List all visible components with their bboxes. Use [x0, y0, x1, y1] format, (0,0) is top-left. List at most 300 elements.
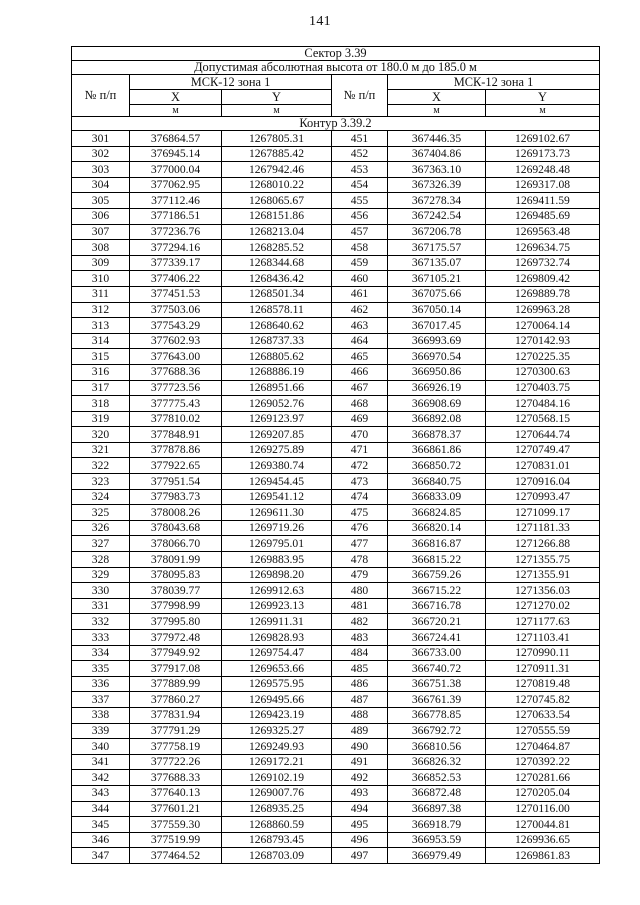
- point-number-right: 466: [332, 364, 388, 380]
- x-coordinate-right: 367175.57: [388, 240, 486, 256]
- x-header-left: X: [130, 90, 222, 105]
- point-number-right: 472: [332, 458, 388, 474]
- point-number-left: 313: [72, 318, 130, 334]
- table-row: [72, 536, 600, 552]
- point-number-right: 495: [332, 817, 388, 833]
- x-coordinate-right: 366970.54: [388, 349, 486, 365]
- point-number-left: 325: [72, 505, 130, 521]
- x-coordinate-right: 366840.75: [388, 474, 486, 490]
- point-number-left: 314: [72, 333, 130, 349]
- table-row: [72, 598, 600, 614]
- point-number-right: 494: [332, 801, 388, 817]
- y-coordinate-right: 1269809.42: [486, 271, 600, 287]
- x-coordinate-right: 366918.79: [388, 817, 486, 833]
- y-coordinate-left: 1268065.67: [222, 193, 332, 209]
- point-number-left: 334: [72, 645, 130, 661]
- y-coordinate-right: 1270142.93: [486, 333, 600, 349]
- y-coordinate-right: 1270911.31: [486, 661, 600, 677]
- point-number-left: 322: [72, 458, 130, 474]
- y-coordinate-right: 1270464.87: [486, 739, 600, 755]
- x-coordinate-left: 377294.16: [130, 240, 222, 256]
- point-number-right: 459: [332, 255, 388, 271]
- x-coordinate-left: 377640.13: [130, 785, 222, 801]
- point-number-left: 312: [72, 302, 130, 318]
- x-coordinate-right: 366720.21: [388, 614, 486, 630]
- x-coordinate-left: 377519.99: [130, 832, 222, 848]
- y-coordinate-left: 1268793.45: [222, 832, 332, 848]
- y-coordinate-right: 1270225.35: [486, 349, 600, 365]
- x-coordinate-right: 366850.72: [388, 458, 486, 474]
- x-unit-right: м: [388, 105, 486, 117]
- point-number-left: 301: [72, 131, 130, 147]
- x-coordinate-right: 366792.72: [388, 723, 486, 739]
- table-row: [72, 131, 600, 147]
- zone-header-right: МСК-12 зона 1: [388, 75, 600, 90]
- point-number-right: 471: [332, 442, 388, 458]
- y-coordinate-left: 1268213.04: [222, 224, 332, 240]
- x-coordinate-right: 366751.38: [388, 676, 486, 692]
- y-coordinate-left: 1268010.22: [222, 177, 332, 193]
- x-coordinate-right: 367050.14: [388, 302, 486, 318]
- x-coordinate-right: 366993.69: [388, 333, 486, 349]
- table-row: [72, 318, 600, 334]
- y-coordinate-right: 1269485.69: [486, 208, 600, 224]
- x-coordinate-left: 377775.43: [130, 396, 222, 412]
- table-row: [72, 442, 600, 458]
- x-coordinate-right: 366815.22: [388, 552, 486, 568]
- x-coordinate-left: 377831.94: [130, 707, 222, 723]
- x-coordinate-right: 366740.72: [388, 661, 486, 677]
- y-coordinate-right: 1271177.63: [486, 614, 600, 630]
- y-coordinate-left: 1269795.01: [222, 536, 332, 552]
- sector-title: Сектор 3.39: [72, 47, 600, 61]
- x-coordinate-left: 377917.08: [130, 661, 222, 677]
- x-coordinate-left: 377602.93: [130, 333, 222, 349]
- point-number-left: 336: [72, 676, 130, 692]
- y-coordinate-left: 1269653.66: [222, 661, 332, 677]
- table-row: [72, 707, 600, 723]
- x-coordinate-left: 377601.21: [130, 801, 222, 817]
- point-number-left: 310: [72, 271, 130, 287]
- y-coordinate-left: 1269423.19: [222, 707, 332, 723]
- table-row: [72, 583, 600, 599]
- table-row: [72, 785, 600, 801]
- table-row: [72, 723, 600, 739]
- table-row: [72, 240, 600, 256]
- coordinates-table: [71, 46, 600, 864]
- x-coordinate-left: 377543.29: [130, 318, 222, 334]
- y-coordinate-left: 1269911.31: [222, 614, 332, 630]
- y-coordinate-left: 1269249.93: [222, 739, 332, 755]
- page-number: 141: [309, 14, 331, 29]
- table-row: [72, 458, 600, 474]
- point-number-right: 460: [332, 271, 388, 287]
- y-coordinate-right: 1270392.22: [486, 754, 600, 770]
- point-number-left: 330: [72, 583, 130, 599]
- point-number-left: 303: [72, 162, 130, 178]
- x-coordinate-left: 377949.92: [130, 645, 222, 661]
- x-coordinate-left: 378039.77: [130, 583, 222, 599]
- x-coordinate-left: 377758.19: [130, 739, 222, 755]
- point-number-left: 304: [72, 177, 130, 193]
- x-coordinate-left: 377722.26: [130, 754, 222, 770]
- point-number-right: 476: [332, 520, 388, 536]
- x-header-right: X: [388, 90, 486, 105]
- point-number-right: 452: [332, 146, 388, 162]
- x-coordinate-right: 366833.09: [388, 489, 486, 505]
- point-number-right: 491: [332, 754, 388, 770]
- point-number-right: 487: [332, 692, 388, 708]
- y-coordinate-right: 1270745.82: [486, 692, 600, 708]
- y-coordinate-right: 1269248.48: [486, 162, 600, 178]
- x-coordinate-right: 366953.59: [388, 832, 486, 848]
- table-row: [72, 162, 600, 178]
- y-coordinate-left: 1268860.59: [222, 817, 332, 833]
- y-coordinate-left: 1269719.26: [222, 520, 332, 536]
- y-coordinate-left: 1268578.11: [222, 302, 332, 318]
- table-row: [72, 848, 600, 864]
- x-coordinate-left: 377643.00: [130, 349, 222, 365]
- table-row: [72, 505, 600, 521]
- table-row: [72, 224, 600, 240]
- y-coordinate-right: 1270555.59: [486, 723, 600, 739]
- point-number-right: 469: [332, 411, 388, 427]
- x-coordinate-left: 376945.14: [130, 146, 222, 162]
- point-number-left: 338: [72, 707, 130, 723]
- y-coordinate-right: 1269732.74: [486, 255, 600, 271]
- y-coordinate-left: 1267805.31: [222, 131, 332, 147]
- x-coordinate-left: 377406.22: [130, 271, 222, 287]
- table-row: [72, 552, 600, 568]
- point-number-left: 323: [72, 474, 130, 490]
- point-number-right: 456: [332, 208, 388, 224]
- point-number-left: 311: [72, 286, 130, 302]
- x-coordinate-right: 366824.85: [388, 505, 486, 521]
- y-coordinate-right: 1270116.00: [486, 801, 600, 817]
- point-number-left: 305: [72, 193, 130, 209]
- y-coordinate-right: 1271356.03: [486, 583, 600, 599]
- point-number-left: 337: [72, 692, 130, 708]
- y-header-left: Y: [222, 90, 332, 105]
- x-coordinate-left: 378095.83: [130, 567, 222, 583]
- point-number-left: 344: [72, 801, 130, 817]
- x-coordinate-left: 377972.48: [130, 630, 222, 646]
- table-row: [72, 817, 600, 833]
- y-coordinate-right: 1269861.83: [486, 848, 600, 864]
- point-number-left: 327: [72, 536, 130, 552]
- x-coordinate-right: 367075.66: [388, 286, 486, 302]
- point-number-right: 497: [332, 848, 388, 864]
- x-coordinate-right: 367363.10: [388, 162, 486, 178]
- table-row: [72, 770, 600, 786]
- point-number-right: 493: [332, 785, 388, 801]
- x-coordinate-left: 377878.86: [130, 442, 222, 458]
- y-coordinate-right: 1270044.81: [486, 817, 600, 833]
- x-coordinate-left: 377983.73: [130, 489, 222, 505]
- table-row: [72, 286, 600, 302]
- point-number-right: 475: [332, 505, 388, 521]
- x-coordinate-right: 367278.34: [388, 193, 486, 209]
- y-coordinate-right: 1271099.17: [486, 505, 600, 521]
- y-coordinate-left: 1268951.66: [222, 380, 332, 396]
- coordinates-table-body: [72, 47, 600, 864]
- x-coordinate-left: 378008.26: [130, 505, 222, 521]
- y-coordinate-left: 1269454.45: [222, 474, 332, 490]
- x-coordinate-left: 377998.99: [130, 598, 222, 614]
- point-number-right: 458: [332, 240, 388, 256]
- x-coordinate-right: 366897.38: [388, 801, 486, 817]
- x-coordinate-right: 366778.85: [388, 707, 486, 723]
- row-number-header-right: № п/п: [332, 75, 388, 117]
- y-unit-right: м: [486, 105, 600, 117]
- y-coordinate-left: 1269172.21: [222, 754, 332, 770]
- x-coordinate-left: 377186.51: [130, 208, 222, 224]
- x-coordinate-left: 376864.57: [130, 131, 222, 147]
- x-coordinate-left: 377503.06: [130, 302, 222, 318]
- table-row: [72, 193, 600, 209]
- table-row: [72, 349, 600, 365]
- x-coordinate-left: 377995.80: [130, 614, 222, 630]
- point-number-left: 307: [72, 224, 130, 240]
- x-coordinate-right: 366979.49: [388, 848, 486, 864]
- x-coordinate-right: 366724.41: [388, 630, 486, 646]
- point-number-right: 474: [332, 489, 388, 505]
- point-number-left: 340: [72, 739, 130, 755]
- x-coordinate-right: 366733.00: [388, 645, 486, 661]
- y-coordinate-left: 1269325.27: [222, 723, 332, 739]
- x-coordinate-right: 367135.07: [388, 255, 486, 271]
- y-coordinate-right: 1271266.88: [486, 536, 600, 552]
- x-coordinate-left: 378091.99: [130, 552, 222, 568]
- row-number-header-left: № п/п: [72, 75, 130, 117]
- x-coordinate-right: 367404.86: [388, 146, 486, 162]
- point-number-left: 333: [72, 630, 130, 646]
- point-number-right: 481: [332, 598, 388, 614]
- y-coordinate-right: 1270484.16: [486, 396, 600, 412]
- y-coordinate-left: 1268886.19: [222, 364, 332, 380]
- point-number-right: 489: [332, 723, 388, 739]
- y-coordinate-left: 1268935.25: [222, 801, 332, 817]
- x-coordinate-left: 378043.68: [130, 520, 222, 536]
- y-coordinate-right: 1269173.73: [486, 146, 600, 162]
- x-unit-left: м: [130, 105, 222, 117]
- x-coordinate-right: 366861.86: [388, 442, 486, 458]
- point-number-right: 485: [332, 661, 388, 677]
- point-number-right: 483: [332, 630, 388, 646]
- x-coordinate-left: 377236.76: [130, 224, 222, 240]
- y-coordinate-left: 1269380.74: [222, 458, 332, 474]
- table-row: [72, 380, 600, 396]
- x-coordinate-right: 367105.21: [388, 271, 486, 287]
- y-coordinate-right: 1270993.47: [486, 489, 600, 505]
- table-row: [72, 364, 600, 380]
- y-coordinate-left: 1269275.89: [222, 442, 332, 458]
- table-row: [72, 801, 600, 817]
- point-number-left: 302: [72, 146, 130, 162]
- point-number-right: 468: [332, 396, 388, 412]
- point-number-left: 329: [72, 567, 130, 583]
- x-coordinate-right: 367446.35: [388, 131, 486, 147]
- point-number-right: 464: [332, 333, 388, 349]
- y-coordinate-left: 1269541.12: [222, 489, 332, 505]
- point-number-left: 346: [72, 832, 130, 848]
- table-row: [72, 146, 600, 162]
- y-coordinate-left: 1268285.52: [222, 240, 332, 256]
- table-row: [72, 333, 600, 349]
- point-number-right: 461: [332, 286, 388, 302]
- point-number-right: 465: [332, 349, 388, 365]
- y-coordinate-left: 1268151.86: [222, 208, 332, 224]
- x-coordinate-left: 377339.17: [130, 255, 222, 271]
- y-unit-left: м: [222, 105, 332, 117]
- y-coordinate-right: 1269563.48: [486, 224, 600, 240]
- point-number-left: 332: [72, 614, 130, 630]
- y-coordinate-left: 1269898.20: [222, 567, 332, 583]
- y-coordinate-left: 1269123.97: [222, 411, 332, 427]
- x-coordinate-right: 366826.32: [388, 754, 486, 770]
- y-coordinate-left: 1267942.46: [222, 162, 332, 178]
- point-number-right: 473: [332, 474, 388, 490]
- table-row: [72, 676, 600, 692]
- y-coordinate-left: 1268501.34: [222, 286, 332, 302]
- x-coordinate-left: 377000.04: [130, 162, 222, 178]
- y-coordinate-left: 1267885.42: [222, 146, 332, 162]
- y-coordinate-left: 1269102.19: [222, 770, 332, 786]
- y-coordinate-left: 1269754.47: [222, 645, 332, 661]
- y-coordinate-right: 1269963.28: [486, 302, 600, 318]
- table-row: [72, 754, 600, 770]
- x-coordinate-right: 367017.45: [388, 318, 486, 334]
- x-coordinate-right: 367206.78: [388, 224, 486, 240]
- point-number-left: 320: [72, 427, 130, 443]
- point-number-left: 345: [72, 817, 130, 833]
- table-row: [72, 271, 600, 287]
- point-number-left: 318: [72, 396, 130, 412]
- x-coordinate-right: 366926.19: [388, 380, 486, 396]
- x-coordinate-left: 377112.46: [130, 193, 222, 209]
- table-row: [72, 832, 600, 848]
- y-coordinate-right: 1269411.59: [486, 193, 600, 209]
- point-number-left: 316: [72, 364, 130, 380]
- y-coordinate-right: 1270568.15: [486, 411, 600, 427]
- x-coordinate-right: 367242.54: [388, 208, 486, 224]
- point-number-right: 477: [332, 536, 388, 552]
- x-coordinate-left: 377922.65: [130, 458, 222, 474]
- point-number-right: 496: [332, 832, 388, 848]
- point-number-left: 321: [72, 442, 130, 458]
- x-coordinate-left: 377688.36: [130, 364, 222, 380]
- point-number-right: 480: [332, 583, 388, 599]
- x-coordinate-right: 366852.53: [388, 770, 486, 786]
- y-coordinate-right: 1271355.91: [486, 567, 600, 583]
- table-row: [72, 396, 600, 412]
- point-number-right: 486: [332, 676, 388, 692]
- x-coordinate-right: 366716.78: [388, 598, 486, 614]
- table-row: [72, 645, 600, 661]
- y-coordinate-left: 1269575.95: [222, 676, 332, 692]
- x-coordinate-right: 366761.39: [388, 692, 486, 708]
- point-number-right: 490: [332, 739, 388, 755]
- table-row: [72, 661, 600, 677]
- x-coordinate-right: 366810.56: [388, 739, 486, 755]
- point-number-right: 482: [332, 614, 388, 630]
- point-number-right: 453: [332, 162, 388, 178]
- zone-header-left: МСК-12 зона 1: [130, 75, 332, 90]
- table-row: [72, 489, 600, 505]
- table-row: [72, 630, 600, 646]
- x-coordinate-left: 377062.95: [130, 177, 222, 193]
- y-coordinate-right: 1269889.78: [486, 286, 600, 302]
- y-coordinate-right: 1270916.04: [486, 474, 600, 490]
- y-coordinate-left: 1269611.30: [222, 505, 332, 521]
- point-number-right: 455: [332, 193, 388, 209]
- y-coordinate-right: 1271270.02: [486, 598, 600, 614]
- x-coordinate-right: 366892.08: [388, 411, 486, 427]
- y-coordinate-right: 1270300.63: [486, 364, 600, 380]
- table-row: [72, 255, 600, 271]
- y-coordinate-right: 1270831.01: [486, 458, 600, 474]
- table-row: [72, 411, 600, 427]
- height-range-label: Допустимая абсолютная высота от 180.0 м до 185.0 м: [72, 61, 600, 75]
- point-number-left: 308: [72, 240, 130, 256]
- y-coordinate-right: 1270990.11: [486, 645, 600, 661]
- point-number-left: 306: [72, 208, 130, 224]
- x-coordinate-right: 366908.69: [388, 396, 486, 412]
- x-coordinate-right: 366715.22: [388, 583, 486, 599]
- y-coordinate-right: 1270281.66: [486, 770, 600, 786]
- x-coordinate-left: 377889.99: [130, 676, 222, 692]
- point-number-left: 341: [72, 754, 130, 770]
- x-coordinate-left: 377848.91: [130, 427, 222, 443]
- table-row: [72, 208, 600, 224]
- x-coordinate-left: 377951.54: [130, 474, 222, 490]
- y-coordinate-right: 1270644.74: [486, 427, 600, 443]
- x-coordinate-left: 377559.30: [130, 817, 222, 833]
- y-coordinate-left: 1268640.62: [222, 318, 332, 334]
- x-coordinate-right: 366878.37: [388, 427, 486, 443]
- y-coordinate-left: 1268344.68: [222, 255, 332, 271]
- y-coordinate-right: 1270633.54: [486, 707, 600, 723]
- point-number-left: 342: [72, 770, 130, 786]
- table-row: [72, 739, 600, 755]
- x-coordinate-right: 366872.48: [388, 785, 486, 801]
- point-number-left: 315: [72, 349, 130, 365]
- point-number-left: 319: [72, 411, 130, 427]
- x-coordinate-left: 377810.02: [130, 411, 222, 427]
- x-coordinate-right: 366820.14: [388, 520, 486, 536]
- y-coordinate-right: 1269317.08: [486, 177, 600, 193]
- y-coordinate-left: 1269052.76: [222, 396, 332, 412]
- point-number-right: 457: [332, 224, 388, 240]
- point-number-left: 339: [72, 723, 130, 739]
- point-number-left: 324: [72, 489, 130, 505]
- y-coordinate-right: 1269634.75: [486, 240, 600, 256]
- y-header-right: Y: [486, 90, 600, 105]
- point-number-left: 343: [72, 785, 130, 801]
- point-number-left: 331: [72, 598, 130, 614]
- point-number-left: 309: [72, 255, 130, 271]
- y-coordinate-right: 1270749.47: [486, 442, 600, 458]
- y-coordinate-left: 1269007.76: [222, 785, 332, 801]
- table-row: [72, 177, 600, 193]
- table-row: [72, 520, 600, 536]
- point-number-left: 326: [72, 520, 130, 536]
- point-number-right: 488: [332, 707, 388, 723]
- table-row: [72, 302, 600, 318]
- table-row: [72, 692, 600, 708]
- table-row: [72, 427, 600, 443]
- y-coordinate-left: 1268436.42: [222, 271, 332, 287]
